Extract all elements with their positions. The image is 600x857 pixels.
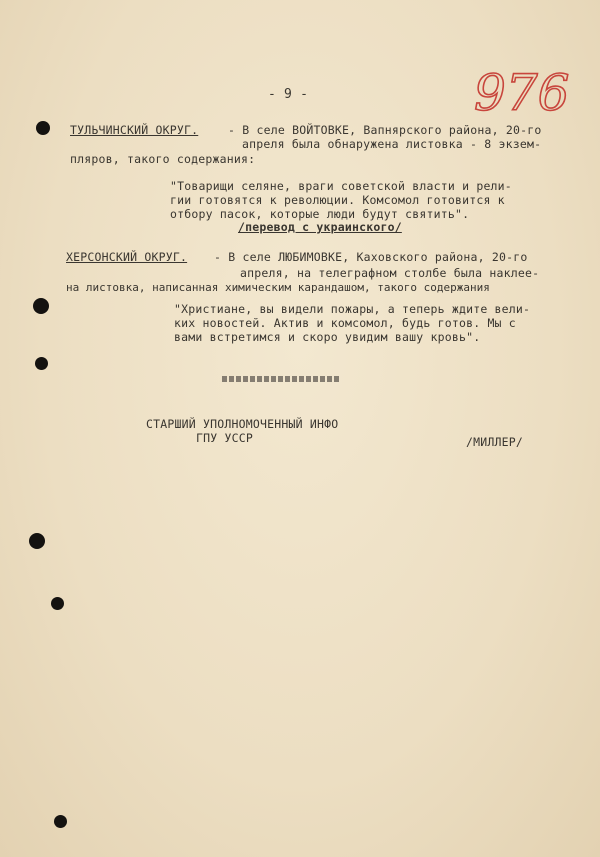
section2-quote-line1: "Христиане, вы видели пожары, а теперь ждите вели- xyxy=(174,302,531,316)
punch-hole xyxy=(51,597,64,610)
punch-hole xyxy=(29,533,45,549)
section1-heading: ТУЛЬЧИНСКИЙ ОКРУГ. xyxy=(70,123,199,137)
page-number: - 9 - xyxy=(268,87,309,102)
punch-hole xyxy=(36,121,50,135)
section1-translation-note: /перевод с украинского/ xyxy=(238,220,402,234)
punch-hole xyxy=(33,298,49,314)
section2-quote-line2: ких новостей. Актив и комсомол, будь готов. Мы с xyxy=(174,316,516,330)
section1-line1: - В селе ВОЙТОВКЕ, Вапнярского района, 20-го xyxy=(228,123,542,137)
punch-hole xyxy=(54,815,67,828)
signature-title-line1: СТАРШИЙ УПОЛНОМОЧЕННЫЙ ИНФО xyxy=(146,417,339,431)
section2-line1: - В селе ЛЮБИМОВКЕ, Каховского района, 20-го xyxy=(214,250,528,264)
section2-line3: на листовка, написанная химическим карандашом, такого содержания xyxy=(66,281,490,294)
section1-quote-line2: гии готовятся к революции. Комсомол готовится к xyxy=(170,193,505,207)
section1-quote-line1: "Товарищи селяне, враги советской власти и рели- xyxy=(170,179,512,193)
handwritten-archive-number xyxy=(472,58,570,122)
section2-quote-line3: вами встретимся и скоро увидим вашу кровь". xyxy=(174,330,481,344)
section2-heading: ХЕРСОНСКИЙ ОКРУГ. xyxy=(66,250,188,264)
separator-line xyxy=(222,376,340,382)
section1-line3: пляров, такого содержания: xyxy=(70,152,256,166)
signature-name: /МИЛЛЕР/ xyxy=(466,435,523,449)
handwritten-number-text: 976 xyxy=(474,64,570,122)
section1-line2: апреля была обнаружена листовка - 8 экзем- xyxy=(242,137,542,151)
section1-quote-line3: отбору пасок, которые люди будут святить". xyxy=(170,207,470,221)
signature-title-line2: ГПУ УССР xyxy=(196,431,253,445)
section2-line2: апреля, на телеграфном столбе была наклее- xyxy=(240,266,540,280)
punch-hole xyxy=(35,357,48,370)
